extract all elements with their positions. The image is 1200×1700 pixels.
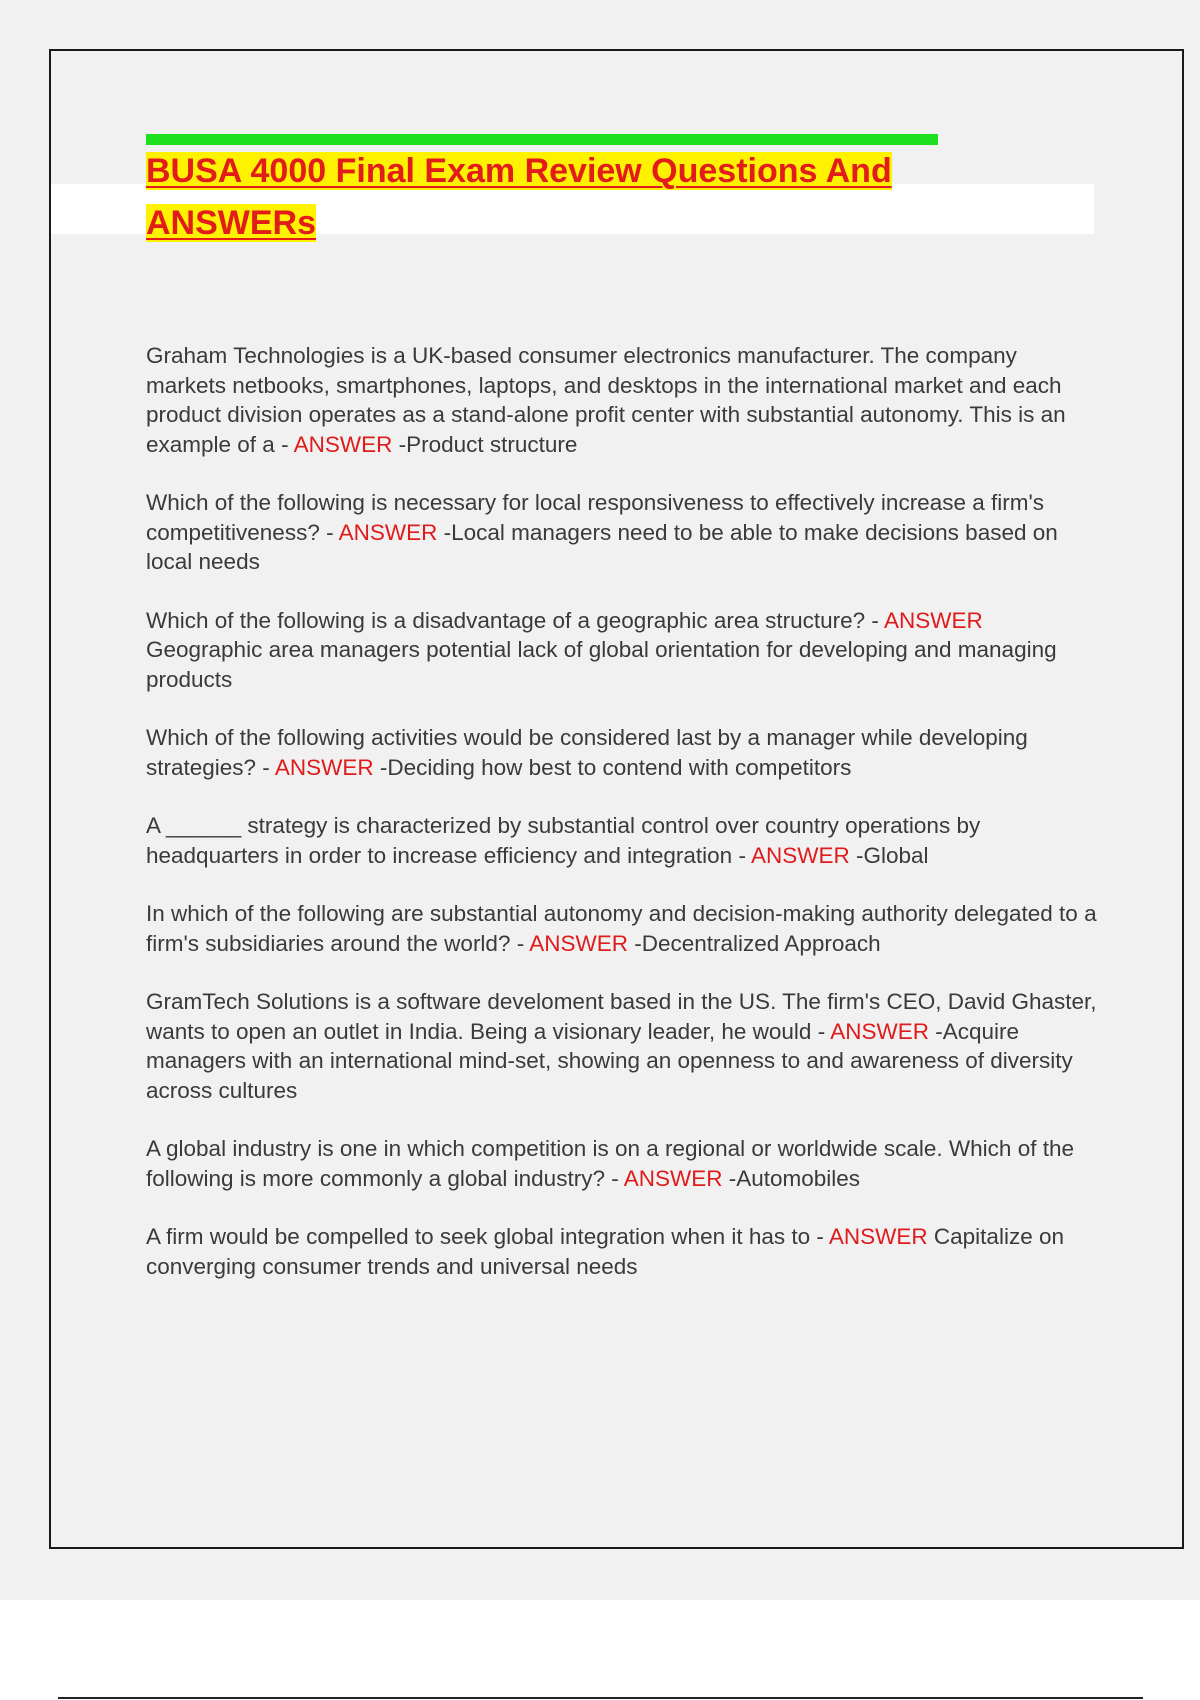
answer-label: ANSWER	[883, 607, 983, 633]
answer-text: Geographic area managers potential lack of global orientation for developing and managing products	[146, 637, 1057, 692]
answer-label: ANSWER	[338, 519, 438, 545]
next-page-area	[0, 1600, 1200, 1700]
answer-text: Capitalize on converging consumer trends and universal needs	[146, 1224, 1064, 1279]
answer-label: ANSWER	[830, 1018, 929, 1044]
answer-label: ANSWER	[750, 842, 850, 868]
answer-text: -Acquire managers with an international mind-set, showing an openness to and awareness of diversity across cultures	[146, 1018, 1073, 1103]
question-text: Which of the following activities would be considered last by a manager while developing strategies? -	[146, 725, 1028, 780]
question-text: A firm would be compelled to seek global integration when it has to -	[146, 1224, 829, 1249]
answer-label: ANSWER	[274, 754, 374, 780]
answer-text: -Decentralized Approach	[627, 930, 881, 956]
qa-item	[146, 723, 1101, 782]
question-text: A ______ strategy is characterized by substantial control over country operations by headquarters in order to increase efficiency and integration -	[146, 813, 981, 868]
qa-item	[146, 899, 1101, 958]
question-text: GramTech Solutions is a software develoment based in the US. The firm's CEO, David Ghaster, wants to open an outlet in India. Being a visionary leader, he would -	[146, 989, 1097, 1044]
qa-item	[146, 1222, 1101, 1281]
question-text: Which of the following is a disadvantage of a geographic area structure? -	[146, 607, 884, 633]
answer-text: -Local managers need to be able to make decisions based on local needs	[146, 519, 1058, 574]
qa-item	[146, 341, 1101, 459]
qa-item	[146, 811, 1101, 870]
answer-label: ANSWER	[529, 930, 628, 956]
question-text: Which of the following is necessary for local responsiveness to effectively increase a firm's competitiveness? -	[146, 490, 1045, 545]
answer-text: -Automobiles	[722, 1165, 861, 1191]
page-divider	[58, 1697, 1143, 1699]
answer-text: -Product structure	[392, 431, 578, 457]
qa-item	[146, 488, 1101, 577]
title-block	[146, 134, 1096, 249]
question-text: A global industry is one in which competition is on a regional or worldwide scale. Which of the following is more commonly a global industry? -	[146, 1136, 1074, 1191]
qa-item	[146, 606, 1101, 695]
answer-label: ANSWER	[623, 1165, 723, 1191]
qa-list	[146, 341, 1101, 1310]
document-page	[49, 49, 1184, 1549]
question-text: Graham Technologies is a UK-based consumer electronics manufacturer. The company markets netbooks, smartphones, laptops, and desktops in the international market and each product division operates as a stand-alone profit center with substantial autonomy. This is an example of a -	[146, 343, 1066, 457]
answer-text: -Deciding how best to contend with competitors	[373, 754, 852, 780]
answer-label: ANSWER	[828, 1224, 928, 1249]
answer-text: -Global	[849, 842, 929, 868]
document-title-text: BUSA 4000 Final Exam Review Questions And ANSWERs	[146, 152, 892, 242]
answer-label: ANSWER	[293, 431, 393, 457]
title-accent-bar	[146, 134, 938, 145]
question-text: In which of the following are substantial autonomy and decision-making authority delegated to a firm's subsidiaries around the world? -	[146, 901, 1097, 956]
document-title	[146, 145, 946, 249]
qa-item	[146, 987, 1101, 1105]
qa-item	[146, 1134, 1101, 1193]
